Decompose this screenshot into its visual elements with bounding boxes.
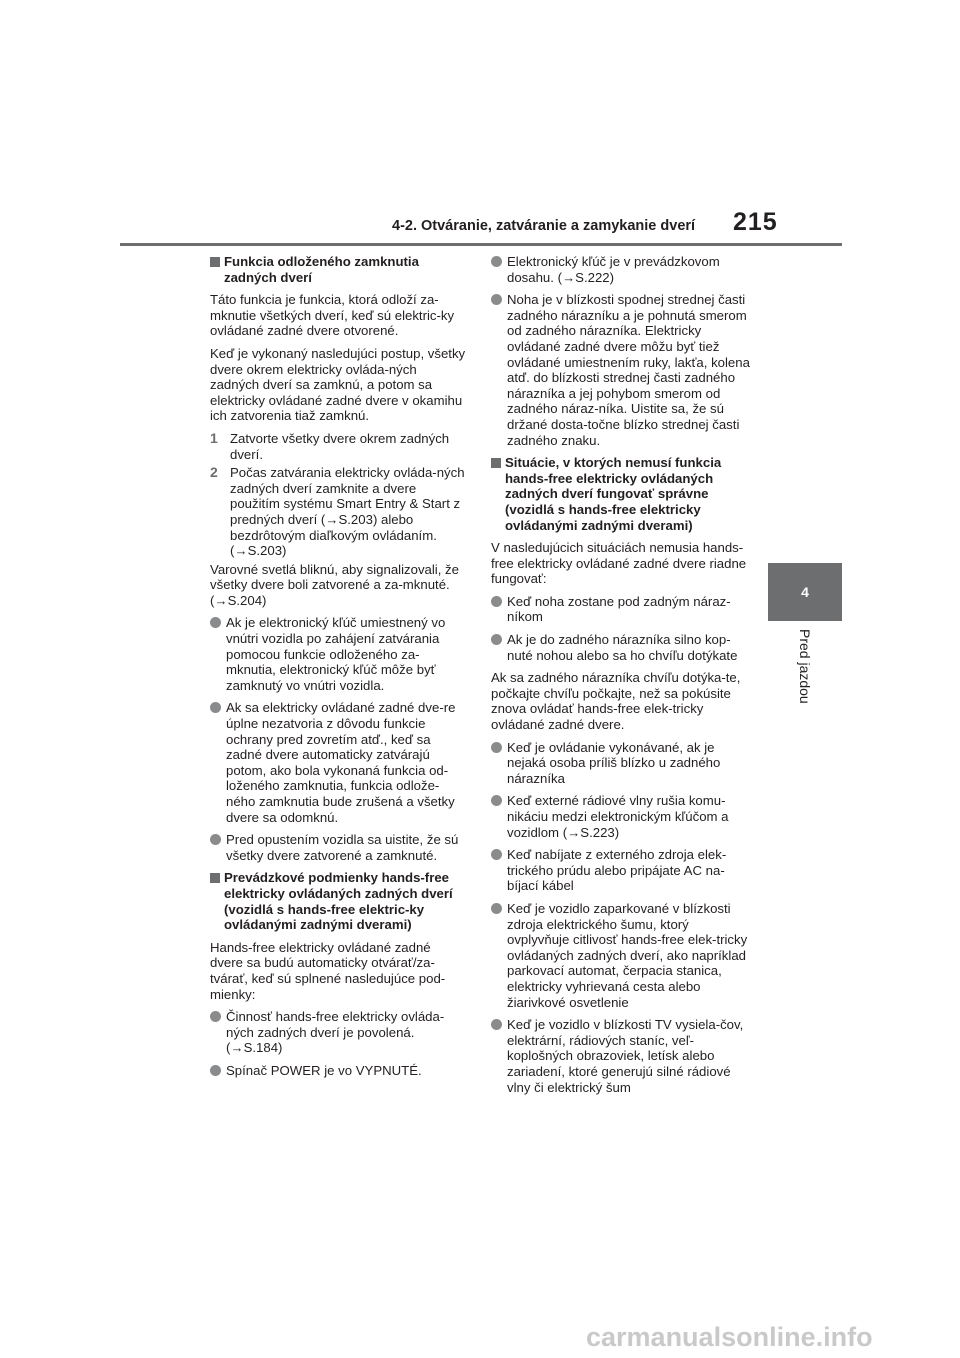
bullet-text: Keď je ovládanie vykonávané, ak je nejaká osoba príliš blízko u zadného nárazníka: [507, 739, 721, 786]
circle-bullet-icon: [491, 742, 502, 753]
bullet-item: [210, 615, 466, 693]
step-number: 2: [210, 464, 218, 481]
heading-text: Situácie, v ktorých nemusí funkcia hands-free elektricky ovládaných zadných dverí fungovať správne (vozidlá s hands-free elektricky ovládanými zadnými dverami): [505, 455, 722, 533]
bullet-item: [491, 1017, 751, 1095]
circle-bullet-icon: [491, 849, 502, 860]
chapter-side-label: [772, 629, 838, 739]
bullet-item: [491, 901, 751, 1010]
circle-bullet-icon: [210, 1011, 221, 1022]
bullet-text: Ak je elektronický kľúč umiestnený vo vnútri vozidla po zahájení zatvárania pomocou funkcie odloženého za-mknutia, elektronický kľúč môže byť zamknutý vo vnútri vozidla.: [226, 615, 446, 693]
bullet-item: [491, 632, 751, 663]
section-heading: [210, 870, 466, 932]
circle-bullet-icon: [210, 702, 221, 713]
paragraph: V nasledujúcich situáciách nemusia hands-free elektricky ovládané zadné dvere riadne fungovať:: [491, 540, 747, 587]
circle-bullet-icon: [491, 634, 502, 645]
circle-bullet-icon: [491, 294, 502, 305]
chapter-number: 4: [801, 584, 809, 600]
square-bullet-icon: [210, 873, 220, 883]
paragraph: Ak sa zadného nárazníka chvíľu dotýka-te, počkajte chvíľu počkajte, než sa pokúsite znova ovládať hands-free elek-tricky ovládané zadné dvere.: [491, 670, 741, 733]
bullet-text: Noha je v blízkosti spodnej strednej časti zadného nárazníku a je pohnutá smerom od zadného nárazníka. Elektricky ovládané zadné dvere môžu byť tiež ovládané umiestnením ruky, lakťa, kolena atď. do blízkosti strednej časti zadného nárazníka a jej pohybom smerom od zadného náraz-níka. Uistite sa, že sú držané dosta-točne blízko strednej časti zadného znaku.: [507, 292, 750, 448]
left-column: [210, 254, 466, 1086]
chapter-tab: [768, 563, 842, 621]
circle-bullet-icon: [210, 834, 221, 845]
section-heading: [210, 254, 466, 285]
bullet-item: [210, 832, 466, 863]
paragraph: Keď je vykonaný nasledujúci postup, všetky dvere okrem elektricky ovláda-ných zadných dverí sa zamknú, a potom sa elektricky ovládané zadné dvere v okamihu ich zatvorenia tiaž zamknú.: [210, 345, 466, 424]
bullet-item: [210, 1009, 466, 1056]
step-text: Počas zatvárania elektricky ovláda-ných zadných dverí zamknite a dvere použitím systému Smart Entry & Start z predných dverí (→S.203) alebo bezdrôtovým diaľkovým ovládaním. (→S.203): [230, 465, 465, 559]
square-bullet-icon: [491, 458, 501, 468]
step-text: Zatvorte všetky dvere okrem zadných dverí.: [230, 430, 450, 462]
bullet-text: Keď noha zostane pod zadným náraz-níkom: [507, 593, 731, 625]
bullet-text: Keď externé rádiové vlny rušia komu-nikáciu medzi elektronickým kľúčom a vozidlom (→S.223): [507, 793, 729, 840]
circle-bullet-icon: [491, 256, 502, 267]
paragraph: Varovné svetlá bliknú, aby signalizovali, že všetky dvere boli zatvorené a za-mknuté. (→S.204): [210, 561, 459, 608]
step-number: 1: [210, 429, 218, 446]
bullet-text: Keď je vozidlo v blízkosti TV vysiela-čov, elektrární, rádiových staníc, veľ-koplošných obrazoviek, letísk alebo zariadení, ktoré generujú silné rádiové vlny či elektrický šum: [507, 1017, 744, 1095]
page-number: 215: [733, 208, 778, 236]
bullet-item: [491, 594, 751, 625]
circle-bullet-icon: [491, 596, 502, 607]
bullet-item: [491, 292, 751, 448]
bullet-text: Spínač POWER je vo VYPNUTÉ.: [226, 1062, 422, 1078]
bullet-text: Činnosť hands-free elektricky ovláda-ných zadných dverí je povolená. (→S.184): [226, 1009, 445, 1056]
bullet-item: [491, 847, 751, 894]
circle-bullet-icon: [210, 1065, 221, 1076]
bullet-item: [491, 793, 751, 840]
bullet-item: [491, 254, 751, 285]
right-column: [491, 254, 751, 1102]
circle-bullet-icon: [491, 795, 502, 806]
header-divider: [120, 243, 842, 246]
heading-text: Funkcia odloženého zamknutia zadných dverí: [224, 254, 419, 285]
paragraph: Hands-free elektricky ovládané zadné dvere sa budú automaticky otvárať/za-tvárať, keď sú splnené nasledujúce pod-mienky:: [210, 939, 446, 1002]
heading-text: Prevádzkové podmienky hands-free elektricky ovládaných zadných dverí (vozidlá s hands-free elektric-ky ovládanými zadnými dverami): [224, 870, 453, 933]
bullet-text: Keď nabíjate z externého zdroja elek-trického prúdu alebo pripájate AC na-bíjací kábel: [507, 847, 727, 894]
paragraph: Táto funkcia je funkcia, ktorá odloží za-mknutie všetkých dverí, keď sú elektric-ky ovládané zadné dvere otvorené.: [210, 292, 455, 339]
circle-bullet-icon: [491, 1019, 502, 1030]
circle-bullet-icon: [491, 903, 502, 914]
watermark: carmanualsonline.info: [586, 1322, 873, 1352]
bullet-item: [491, 740, 751, 787]
bullet-item: [210, 700, 466, 825]
step-item: [210, 465, 466, 559]
bullet-text: Pred opustením vozidla sa uistite, že sú všetky dvere zatvorené a zamknuté.: [226, 832, 459, 863]
bullet-text: Ak sa elektricky ovládané zadné dve-re úplne nezatvoria z dôvodu funkcie ochrany pred zovretím atď., keď sa zadné dvere automaticky zatvárajú potom, ako bola vykonaná funkcia od-loženého zamknutia, funkcia odlože-ného zamknutia bude zrušená a všetky dvere sa odomknú.: [226, 700, 456, 825]
chapter-label: Pred jazdou: [797, 629, 813, 704]
square-bullet-icon: [210, 257, 220, 267]
section-title: 4-2. Otváranie, zatváranie a zamykanie dverí: [392, 218, 696, 234]
bullet-text: Elektronický kľúč je v prevádzkovom dosahu. (→S.222): [507, 254, 720, 285]
bullet-text: Keď je vozidlo zaparkované v blízkosti zdroja elektrického šumu, ktorý ovplyvňuje citlivosť hands-free elek-tricky ovládaných zadných dverí, ako napríklad parkovací automat, čerpacia stanica, elektricky vyhrievaná cesta alebo žiarivkové osvetlenie: [507, 900, 748, 1010]
circle-bullet-icon: [210, 617, 221, 628]
section-heading: [491, 455, 751, 533]
bullet-text: Ak je do zadného nárazníka silno kop-nuté nohou alebo sa ho chvíľu dotýkate: [507, 632, 738, 663]
bullet-item: [210, 1063, 466, 1079]
step-item: [210, 431, 466, 462]
